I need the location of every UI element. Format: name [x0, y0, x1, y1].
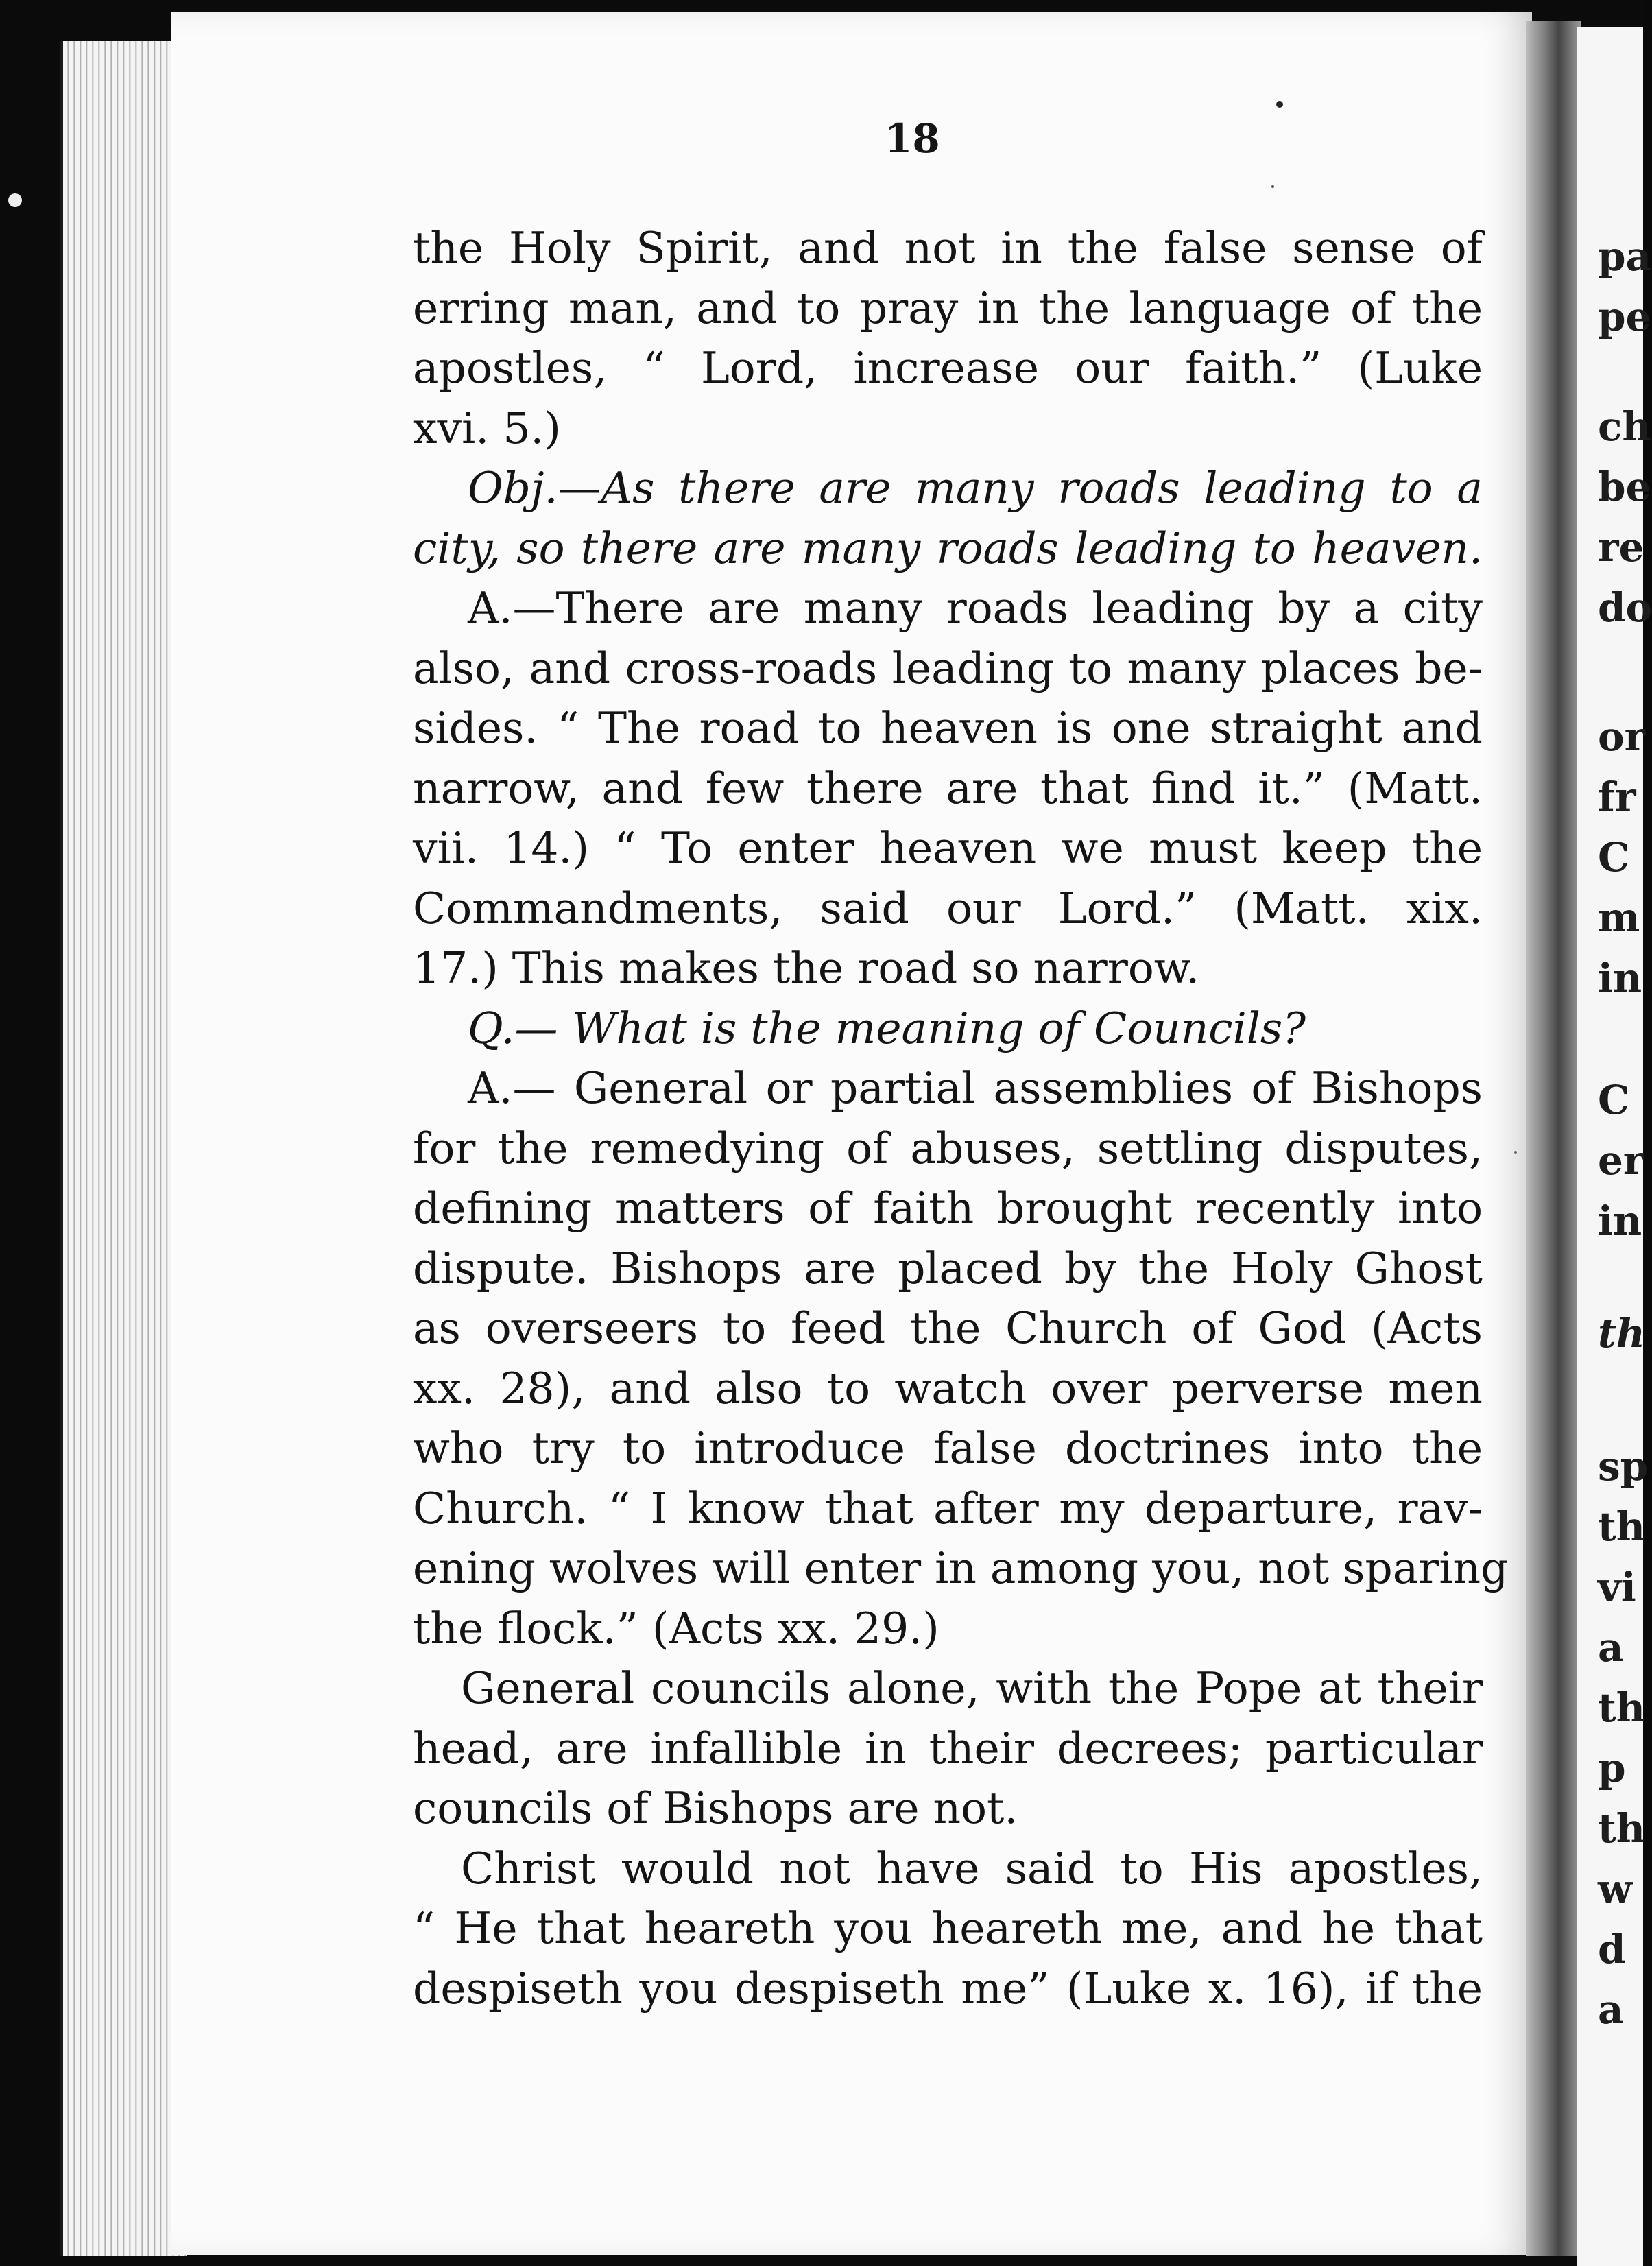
page-body-text: [413, 218, 1509, 2018]
facing-fragment: be: [1598, 464, 1651, 510]
objection-line: city, so there are many roads leading to heaven.: [413, 523, 1483, 573]
text-line: who try to introduce false doctrines into the: [413, 1423, 1483, 1473]
facing-fragment: fr: [1598, 774, 1636, 820]
text-line: dispute. Bishops are placed by the Holy Ghost: [413, 1243, 1483, 1293]
text-line: also, and cross-roads leading to many places be-: [413, 643, 1483, 693]
page-number: 18: [885, 115, 940, 162]
text-line: xx. 28), and also to watch over perverse men: [413, 1363, 1483, 1414]
facing-fragment: sp: [1598, 1443, 1649, 1490]
facing-fragment: m: [1598, 894, 1640, 941]
text-line: 17.) This makes the road so narrow.: [413, 943, 1200, 993]
text-line: ening wolves will enter in among you, not sparing: [413, 1543, 1509, 1593]
facing-fragment: in: [1598, 955, 1642, 1001]
answer-line: A.—There are many roads leading by a city: [468, 583, 1483, 633]
facing-fragment: re: [1598, 524, 1644, 571]
facing-fragment: th: [1598, 1503, 1645, 1550]
facing-fragment: p: [1598, 1745, 1626, 1791]
facing-fragment: C: [1598, 834, 1630, 881]
text-line: the Holy Spirit, and not in the false sense of: [413, 223, 1483, 273]
facing-fragment: ch: [1598, 403, 1651, 450]
text-line: Commandments, said our Lord.” (Matt. xix.: [413, 883, 1483, 933]
facing-fragment: do: [1598, 584, 1652, 631]
text-line: as overseers to feed the Church of God (Acts: [413, 1303, 1483, 1353]
text-line: head, are infallible in their decrees; particular: [413, 1723, 1483, 1774]
facing-fragment: th: [1598, 1684, 1645, 1731]
objection-line: Obj.—As there are many roads leading to a: [468, 463, 1483, 513]
book-gutter-shadow: [1526, 21, 1581, 2256]
facing-fragment: in: [1598, 1197, 1642, 1244]
text-line: for the remedying of abuses, settling disputes,: [413, 1123, 1483, 1173]
facing-fragment: d: [1598, 1926, 1626, 1972]
text-line: apostles, “ Lord, increase our faith.” (Luke: [413, 343, 1483, 393]
facing-fragment: w: [1598, 1865, 1632, 1912]
facing-fragment: vi: [1598, 1564, 1636, 1610]
question-line: Q.— What is the meaning of Councils?: [468, 1003, 1306, 1053]
facing-fragment: or: [1598, 713, 1646, 760]
text-line: councils of Bishops are not.: [413, 1783, 1018, 1833]
facing-fragment: a: [1598, 1986, 1624, 2033]
facing-fragment: a: [1598, 1624, 1624, 1671]
text-line: narrow, and few there are that find it.” (Matt.: [413, 763, 1483, 813]
text-line: defining matters of faith brought recently into: [413, 1183, 1483, 1233]
paragraph-line: General councils alone, with the Pope at their: [461, 1663, 1483, 1713]
text-line: sides. “ The road to heaven is one straight and: [413, 703, 1483, 753]
text-line: despiseth you despiseth me” (Luke x. 16), if the: [413, 1963, 1483, 2014]
text-line: “ He that heareth you heareth me, and he that: [413, 1903, 1483, 1953]
book-page-edges: [60, 41, 187, 2256]
answer-line: A.— General or partial assemblies of Bishops: [468, 1063, 1483, 1113]
facing-fragment: pa: [1598, 233, 1652, 280]
facing-fragment: C: [1598, 1077, 1630, 1123]
paragraph-line: Christ would not have said to His apostles,: [461, 1843, 1483, 1894]
text-line: Church. “ I know that after my departure, rav-: [413, 1483, 1483, 1534]
facing-fragment: pe: [1598, 294, 1651, 340]
text-line: vii. 14.) “ To enter heaven we must keep the: [413, 823, 1483, 873]
text-line: xvi. 5.): [413, 403, 562, 453]
facing-fragment: er: [1598, 1137, 1644, 1184]
text-line: the flock.” (Acts xx. 29.): [413, 1603, 939, 1654]
facing-fragment: th: [1598, 1805, 1645, 1852]
facing-page-sliver: [1577, 27, 1652, 2266]
facing-fragment: th: [1598, 1310, 1645, 1357]
text-line: erring man, and to pray in the language of the: [413, 283, 1483, 333]
